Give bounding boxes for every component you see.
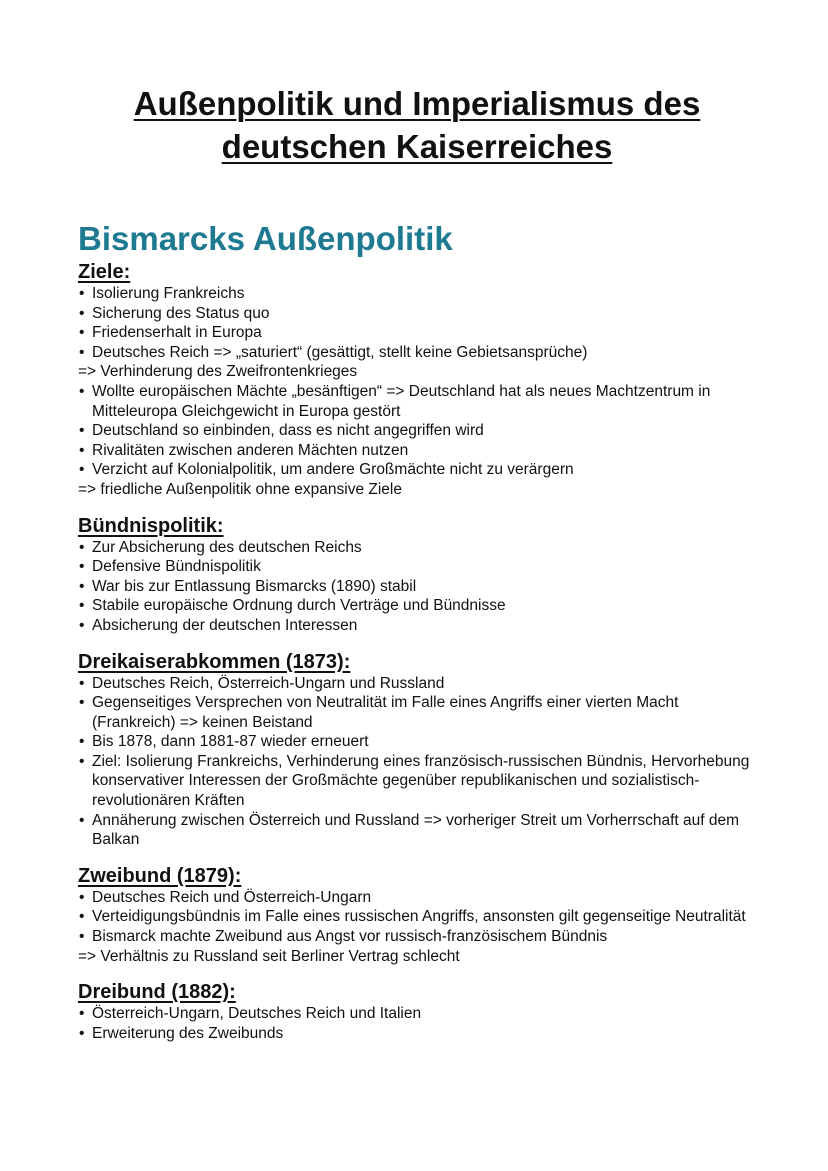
document-title xyxy=(78,82,756,168)
list-item: • Friedenserhalt in Europa xyxy=(78,323,756,343)
item-list xyxy=(78,674,756,850)
list-item: • Gegenseitiges Versprechen von Neutralität im Falle eines Angriffs einer vierten Macht (Frankreich) => keinen Beistand xyxy=(78,693,756,732)
conclusion-line: => friedliche Außenpolitik ohne expansive Ziele xyxy=(78,480,402,498)
list-item: • Wollte europäischen Mächte „besänftigen“ => Deutschland hat als neues Machtzentrum in Mitteleuropa Gleichgewicht in Europa gestört xyxy=(78,382,756,421)
section-block xyxy=(78,980,756,1043)
list-item: • Verzicht auf Kolonialpolitik, um andere Großmächte nicht zu verärgern xyxy=(78,460,756,480)
document-title-line-2: deutschen Kaiserreiches xyxy=(221,128,613,165)
list-item: • Bismarck machte Zweibund aus Angst vor russisch-französischem Bündnis xyxy=(78,927,756,947)
item-list xyxy=(78,284,756,500)
list-item: • Deutschland so einbinden, dass es nicht angegriffen wird xyxy=(78,421,756,441)
list-item: • Deutsches Reich => „saturiert“ (gesättigt, stellt keine Gebietsansprüche) xyxy=(78,343,756,363)
section-block xyxy=(78,864,756,966)
list-item: • Erweiterung des Zweibunds xyxy=(78,1024,756,1044)
section-block xyxy=(78,514,756,636)
section-block xyxy=(78,650,756,850)
subsection-title: Dreikaiserabkommen (1873): xyxy=(78,650,351,673)
subsection-title: Zweibund (1879): xyxy=(78,864,242,887)
subsection-title: Dreibund (1882): xyxy=(78,981,236,1004)
conclusion-line: => Verhältnis zu Russland seit Berliner Vertrag schlecht xyxy=(78,947,460,965)
list-item: • Annäherung zwischen Österreich und Russland => vorheriger Streit um Vorherrschaft auf dem Balkan xyxy=(78,811,756,850)
item-list xyxy=(78,1004,756,1043)
list-item: • Ziel: Isolierung Frankreichs, Verhinderung eines französisch-russischen Bündnis, Hervorhebung konservativer Interessen der Großmächte gegenüber republikanischen und sozialistisch-revolutionären Kräften xyxy=(78,752,756,811)
list-item: • Sicherung des Status quo xyxy=(78,304,756,324)
item-list xyxy=(78,888,756,966)
section-block xyxy=(78,260,756,500)
list-item: • Defensive Bündnispolitik xyxy=(78,557,756,577)
document-title-line-1: Außenpolitik und Imperialismus des xyxy=(133,85,701,122)
section-heading: Bismarcks Außenpolitik xyxy=(78,220,453,257)
list-item: • Bis 1878, dann 1881-87 wieder erneuert xyxy=(78,732,756,752)
list-item: • Verteidigungsbündnis im Falle eines russischen Angriffs, ansonsten gilt gegenseitige Neutralität xyxy=(78,907,756,927)
list-item: • Deutsches Reich, Österreich-Ungarn und Russland xyxy=(78,674,756,694)
list-item: • Deutsches Reich und Österreich-Ungarn xyxy=(78,888,756,908)
list-item: • Absicherung der deutschen Interessen xyxy=(78,616,756,636)
subsection-title: Bündnispolitik: xyxy=(78,514,224,537)
list-item: • Isolierung Frankreichs xyxy=(78,284,756,304)
subsection-title: Ziele: xyxy=(78,261,131,283)
conclusion-line: => Verhinderung des Zweifrontenkrieges xyxy=(78,363,358,381)
item-list xyxy=(78,538,756,636)
list-item: • Rivalitäten zwischen anderen Mächten nutzen xyxy=(78,441,756,461)
list-item: • Stabile europäische Ordnung durch Verträge und Bündnisse xyxy=(78,596,756,616)
list-item: • War bis zur Entlassung Bismarcks (1890) stabil xyxy=(78,577,756,597)
sections-container xyxy=(78,260,756,1043)
list-item: • Zur Absicherung des deutschen Reichs xyxy=(78,538,756,558)
list-item: • Österreich-Ungarn, Deutsches Reich und Italien xyxy=(78,1004,756,1024)
